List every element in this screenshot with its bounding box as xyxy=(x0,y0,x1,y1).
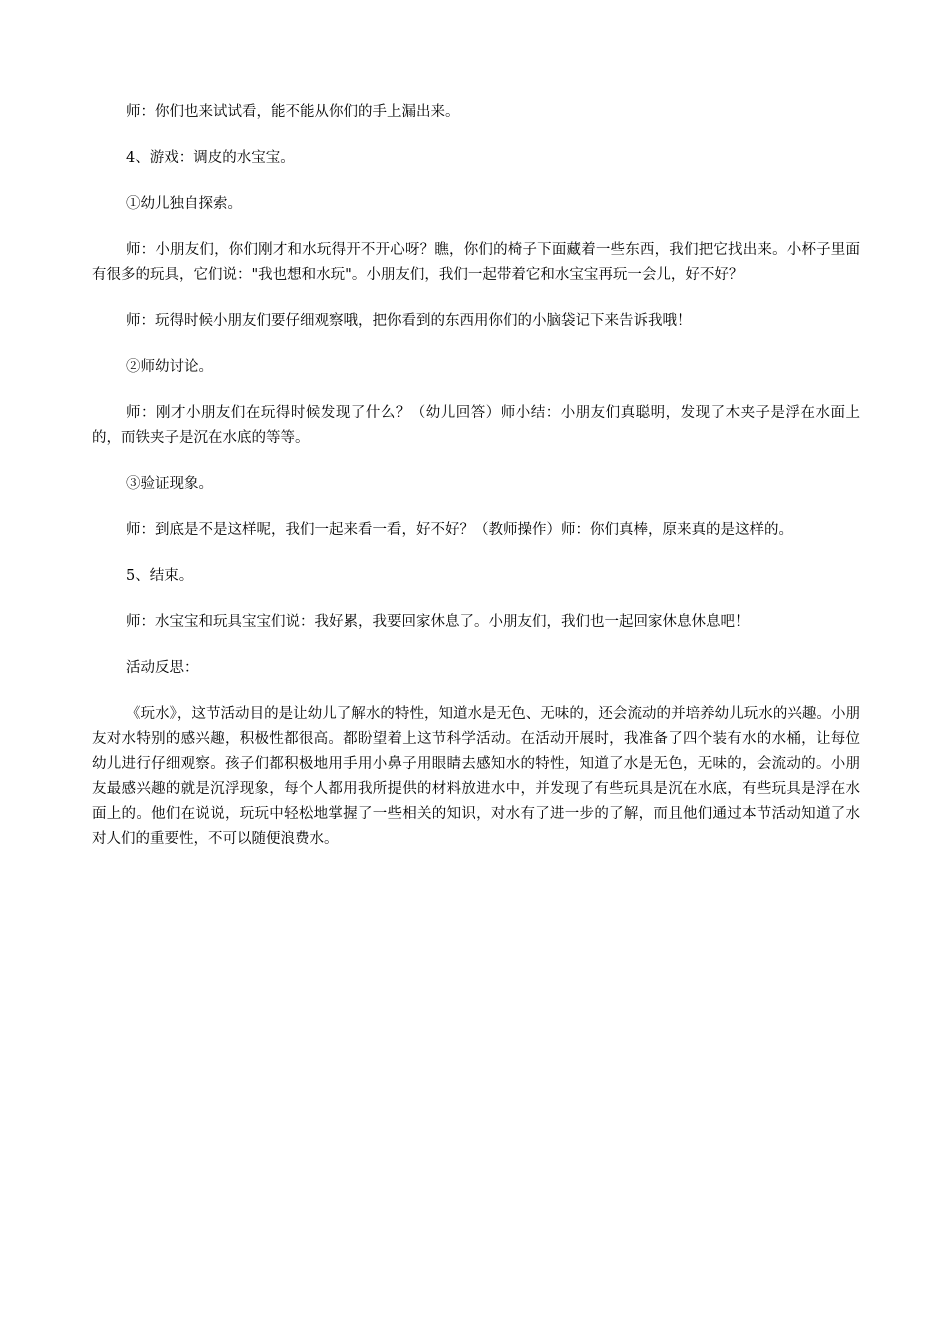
step-heading-explore: ①幼儿独自探索。 xyxy=(126,196,242,212)
paragraph-reflection: 《玩水》，这节活动目的是让幼儿了解水的特性，知道水是无色、无味的，还会流动的并培养幼儿玩水的兴趣。小朋友对水特别的感兴趣，积极性都很高。都盼望着上这节科学活动。在活动开展时，我准备了四个装有水的水桶，让每位幼儿进行仔细观察。孩子们都积极地用手用小鼻子用眼睛去感知水的特性，知道了水是无色，无味的，会流动的。小朋友最感兴趣的就是沉浮现象，每个人都用我所提供的材料放进水中，并发现了有些玩具是沉在水底，有些玩具是浮在水面上的。他们在说说，玩玩中轻松地掌握了一些相关的知识，对水有了进一步的了解，而且他们通过本节活动知道了水对人们的重要性，不可以随便浪费水。 xyxy=(92,706,860,847)
section-heading-reflection: 活动反思： xyxy=(126,660,199,676)
step-heading-verify: ③验证现象。 xyxy=(126,476,213,492)
paragraph-teacher-goodbye: 师：水宝宝和玩具宝宝们说：我好累，我要回家休息了。小朋友们，我们也一起回家休息休息吧！ xyxy=(126,614,750,630)
section-heading-end: 5、结束。 xyxy=(126,568,194,584)
paragraph-teacher-observe: 师：玩得时候小朋友们要仔细观察哦，把你看到的东西用你们的小脑袋记下来告诉我哦！ xyxy=(126,313,692,329)
paragraph-teacher-summary: 师：刚才小朋友们在玩得时候发现了什么？（幼儿回答）师小结：小朋友们真聪明，发现了木夹子是浮在水面上的，而铁夹子是沉在水底的等等。 xyxy=(92,405,860,446)
step-heading-discussion: ②师幼讨论。 xyxy=(126,359,213,375)
paragraph-teacher-toys: 师：小朋友们，你们刚才和水玩得开不开心呀？瞧，你们的椅子下面藏着一些东西，我们把它找出来。小杯子里面有很多的玩具，它们说："我也想和水玩"。小朋友们，我们一起带着它和水宝宝再玩一会儿，好不好？ xyxy=(92,242,860,283)
paragraph-teacher-try: 师：你们也来试试看，能不能从你们的手上漏出来。 xyxy=(126,104,460,120)
paragraph-teacher-verify: 师：到底是不是这样呢，我们一起来看一看，好不好？（教师操作）师：你们真棒，原来真的是这样的。 xyxy=(126,522,793,538)
document-body xyxy=(92,100,860,873)
section-heading-game: 4、游戏：调皮的水宝宝。 xyxy=(126,150,295,166)
